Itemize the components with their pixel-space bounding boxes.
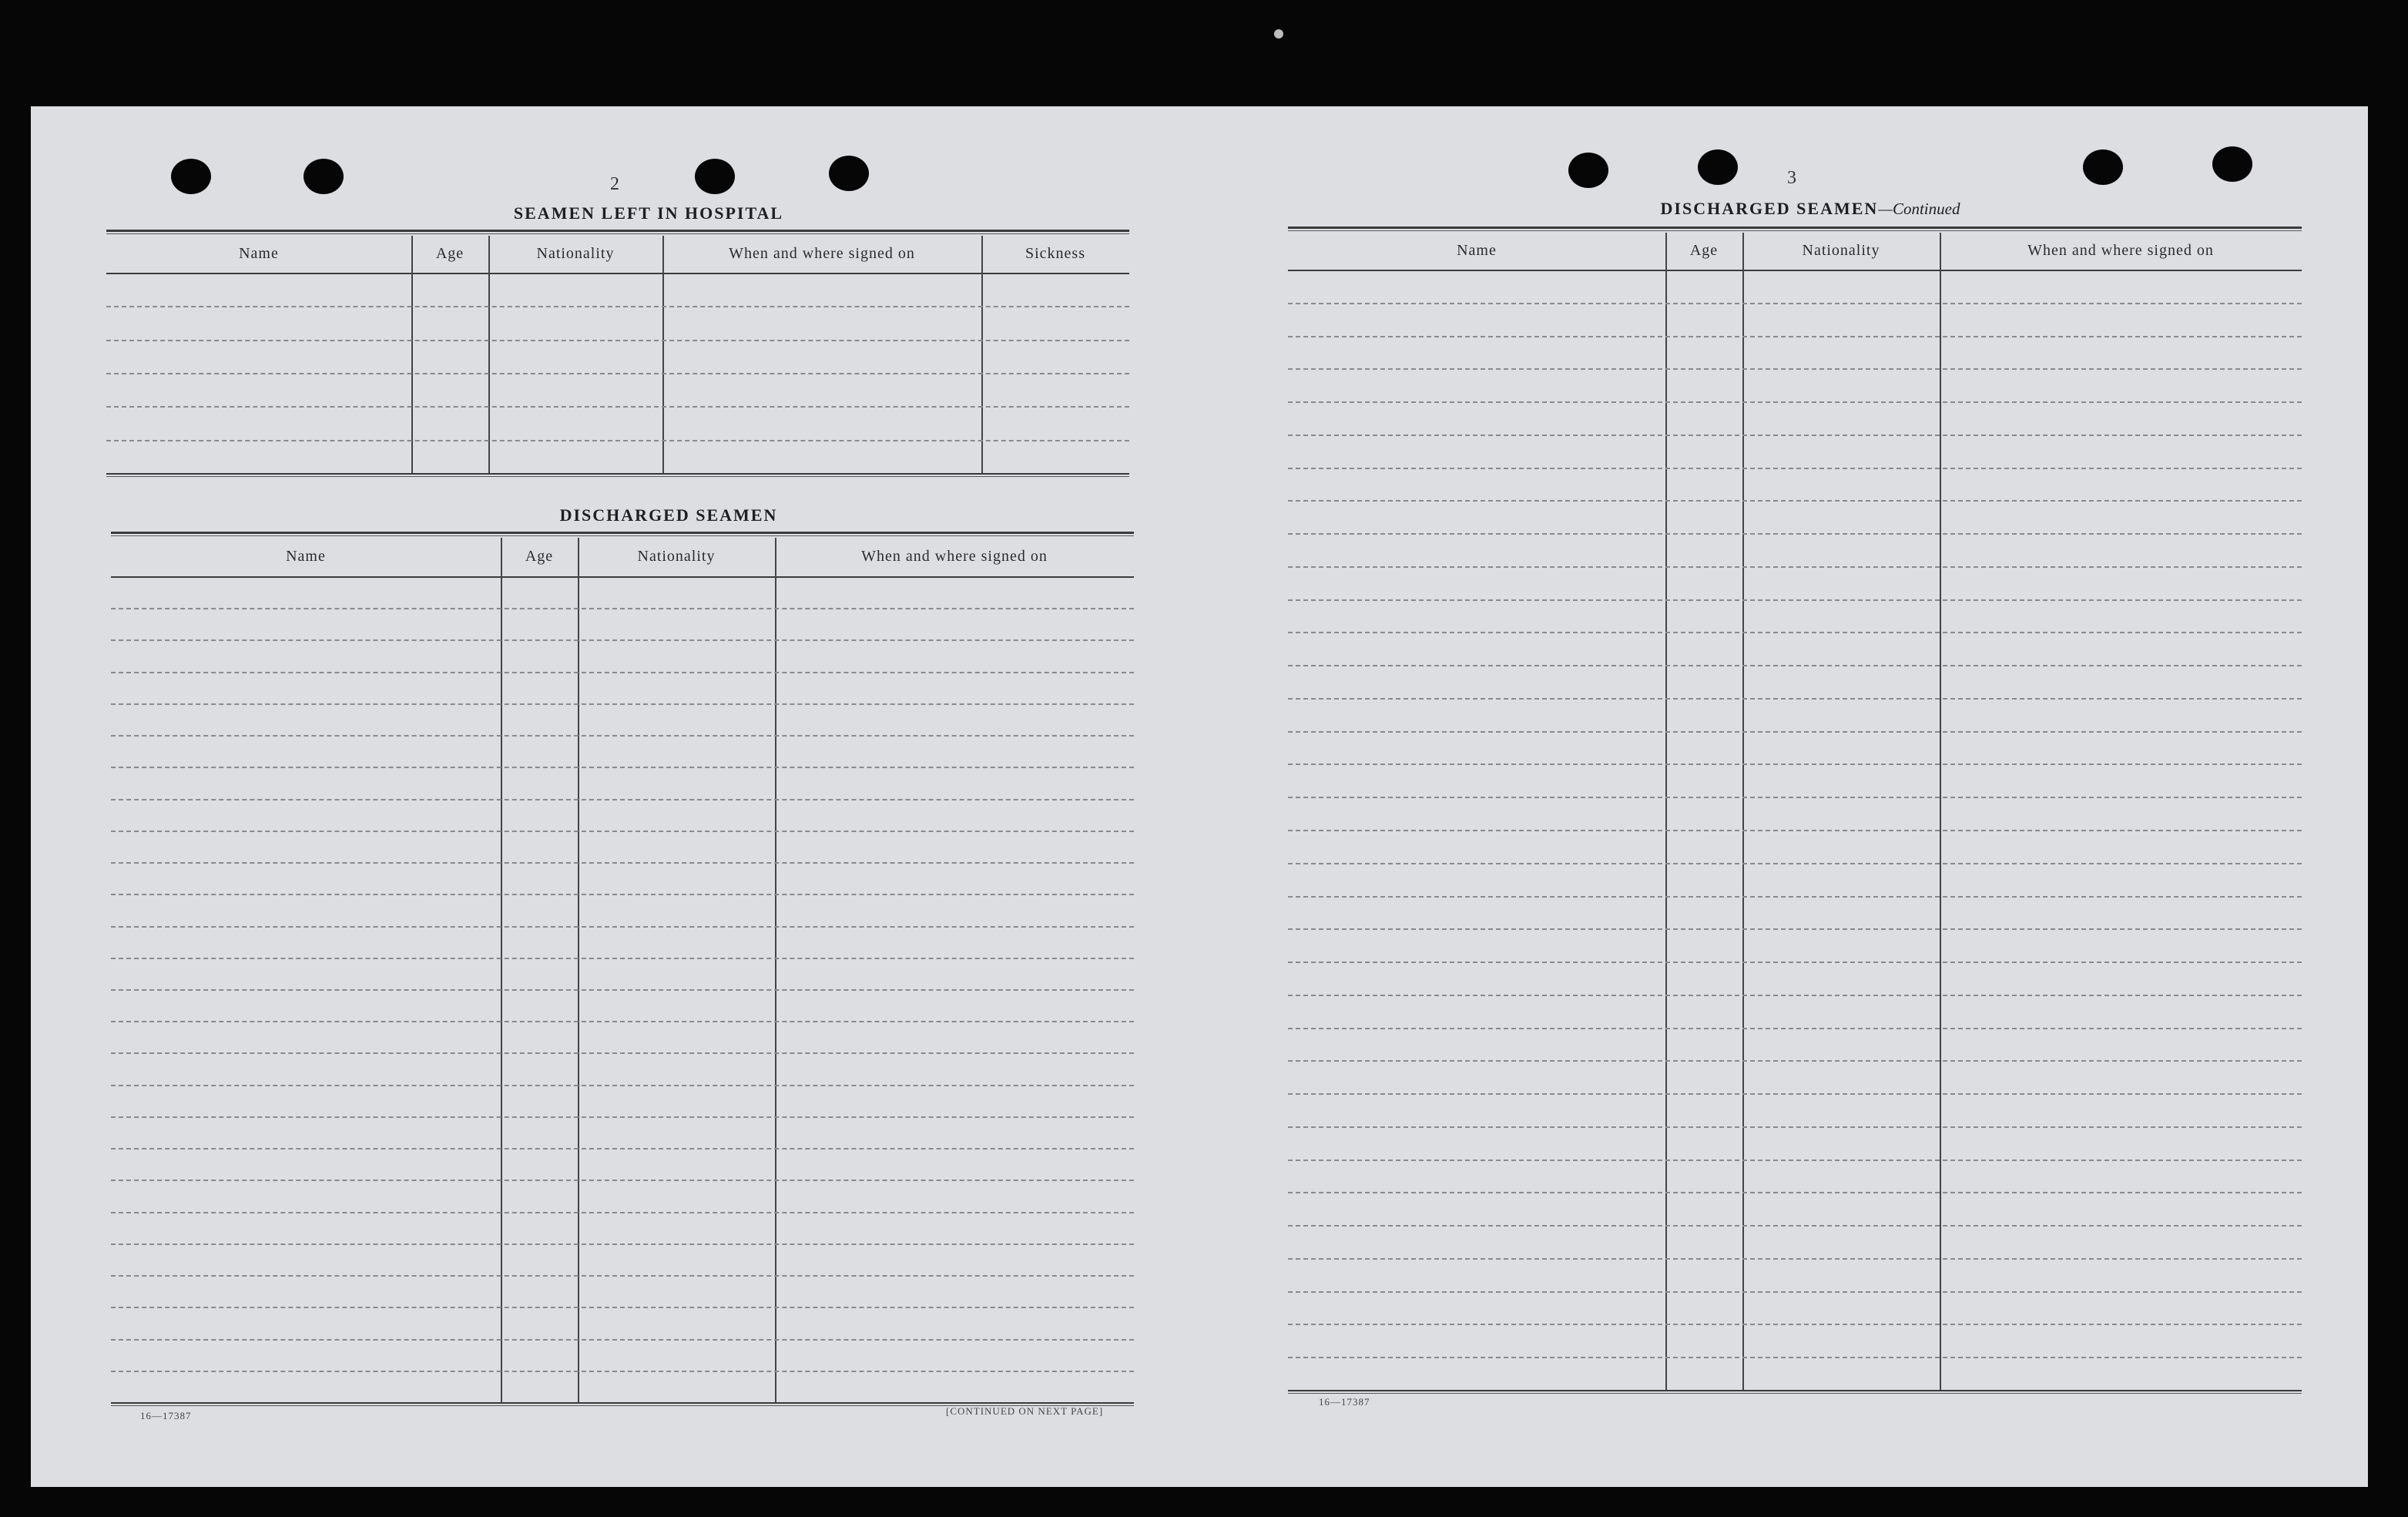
table-row	[111, 958, 1134, 959]
table-row	[111, 672, 1134, 673]
table-row	[111, 989, 1134, 991]
table-row	[111, 1148, 1134, 1149]
table-row	[111, 831, 1134, 832]
table-row	[111, 735, 1134, 737]
table-row	[1288, 896, 2302, 898]
column-header: Age	[435, 244, 464, 262]
table-row	[1288, 599, 2302, 601]
column-divider	[501, 538, 502, 1402]
form-number-left: 16—17387	[140, 1410, 192, 1421]
table-row	[111, 1243, 1134, 1245]
table-row	[106, 306, 1129, 307]
punch-hole	[2212, 146, 2252, 182]
table-row	[1288, 962, 2302, 963]
page-number-left: 2	[610, 174, 619, 194]
table-row	[1288, 1060, 2302, 1062]
column-header: When and where signed on	[861, 547, 1048, 565]
table-row	[1288, 336, 2302, 337]
table-row	[111, 1180, 1134, 1181]
punch-hole	[1698, 149, 1738, 185]
column-header: Nationality	[1802, 241, 1880, 259]
hospital-section-title: SEAMEN LEFT IN HOSPITAL	[513, 203, 784, 223]
column-divider	[981, 236, 983, 473]
table-row	[1288, 1160, 2302, 1161]
column-header: Name	[1457, 241, 1497, 259]
table-row	[1288, 1028, 2302, 1029]
column-header: When and where signed on	[729, 244, 915, 262]
table-row	[111, 1339, 1134, 1341]
discharged-section-title: DISCHARGED SEAMEN	[559, 505, 778, 525]
table-row	[111, 639, 1134, 641]
continued-note: [CONTINUED ON NEXT PAGE]	[946, 1405, 1104, 1417]
table-row	[111, 1021, 1134, 1022]
column-divider	[411, 236, 413, 473]
column-divider	[488, 236, 490, 473]
table-row	[106, 373, 1129, 374]
header-rule	[111, 576, 1134, 578]
table-row	[1288, 632, 2302, 633]
table-row	[1288, 797, 2302, 798]
table-row	[1288, 665, 2302, 666]
dust-speck	[1274, 29, 1283, 39]
punch-hole	[695, 159, 735, 194]
table-row	[1288, 1126, 2302, 1128]
punch-hole	[1568, 153, 1608, 188]
table-row	[1288, 928, 2302, 930]
discharged-continued-title-text: DISCHARGED SEAMEN	[1660, 199, 1879, 218]
table-row	[1288, 468, 2302, 469]
page-number-right: 3	[1787, 168, 1796, 188]
table-row	[106, 340, 1129, 341]
table-row	[1288, 1357, 2302, 1358]
table-row	[1288, 1324, 2302, 1325]
table-row	[111, 1275, 1134, 1277]
column-header: Name	[286, 547, 326, 565]
punch-hole	[304, 159, 344, 194]
table-row	[111, 894, 1134, 895]
table-row	[1288, 731, 2302, 733]
column-divider	[662, 236, 664, 473]
table-row	[111, 703, 1134, 705]
column-header: Age	[525, 547, 554, 565]
table-row	[1288, 995, 2302, 996]
punch-hole	[2083, 149, 2123, 185]
form-sheet	[31, 106, 2368, 1487]
table-row	[1288, 830, 2302, 831]
table-row	[1288, 764, 2302, 765]
table-row	[1288, 1093, 2302, 1095]
column-divider	[1665, 233, 1667, 1390]
discharged-continued-table	[1288, 227, 2302, 1390]
discharged-continued-title	[1525, 199, 2095, 219]
punch-hole	[171, 159, 211, 194]
column-header: Sickness	[1025, 244, 1085, 262]
table-row	[1288, 698, 2302, 700]
table-row	[1288, 303, 2302, 304]
column-divider	[1940, 233, 1941, 1390]
table-row	[1288, 863, 2302, 864]
table-row	[1288, 368, 2302, 370]
header-rule	[106, 273, 1129, 274]
table-row	[111, 1212, 1134, 1213]
table-row	[111, 1371, 1134, 1372]
table-row	[111, 1052, 1134, 1054]
table-bottom-rule	[106, 473, 1129, 477]
table-row	[111, 926, 1134, 928]
table-row	[1288, 1192, 2302, 1193]
table-row	[1288, 533, 2302, 535]
column-divider	[775, 538, 776, 1402]
column-divider	[1742, 233, 1744, 1390]
table-bottom-rule	[1288, 1390, 2302, 1394]
table-row	[111, 1307, 1134, 1308]
table-row	[111, 862, 1134, 864]
punch-hole	[829, 156, 869, 191]
header-rule	[1288, 270, 2302, 271]
column-header: When and where signed on	[2027, 241, 2214, 259]
table-row	[1288, 566, 2302, 568]
table-row	[1288, 1258, 2302, 1260]
table-row	[1288, 500, 2302, 502]
table-row	[111, 608, 1134, 609]
column-header: Nationality	[536, 244, 615, 262]
form-number-right: 16—17387	[1319, 1396, 1370, 1408]
continued-suffix: —Continued	[1878, 200, 1960, 218]
column-header: Age	[1689, 241, 1719, 259]
table-row	[111, 1116, 1134, 1118]
table-row	[111, 1085, 1134, 1086]
column-divider	[578, 538, 579, 1402]
table-row	[111, 767, 1134, 768]
column-header: Nationality	[637, 547, 716, 565]
column-header: Name	[239, 244, 279, 262]
discharged-table	[111, 532, 1134, 1402]
table-row	[1288, 1291, 2302, 1293]
table-row	[1288, 1225, 2302, 1227]
table-row	[106, 440, 1129, 441]
table-row	[106, 406, 1129, 408]
table-row	[111, 799, 1134, 800]
table-row	[1288, 435, 2302, 436]
table-row	[1288, 401, 2302, 403]
